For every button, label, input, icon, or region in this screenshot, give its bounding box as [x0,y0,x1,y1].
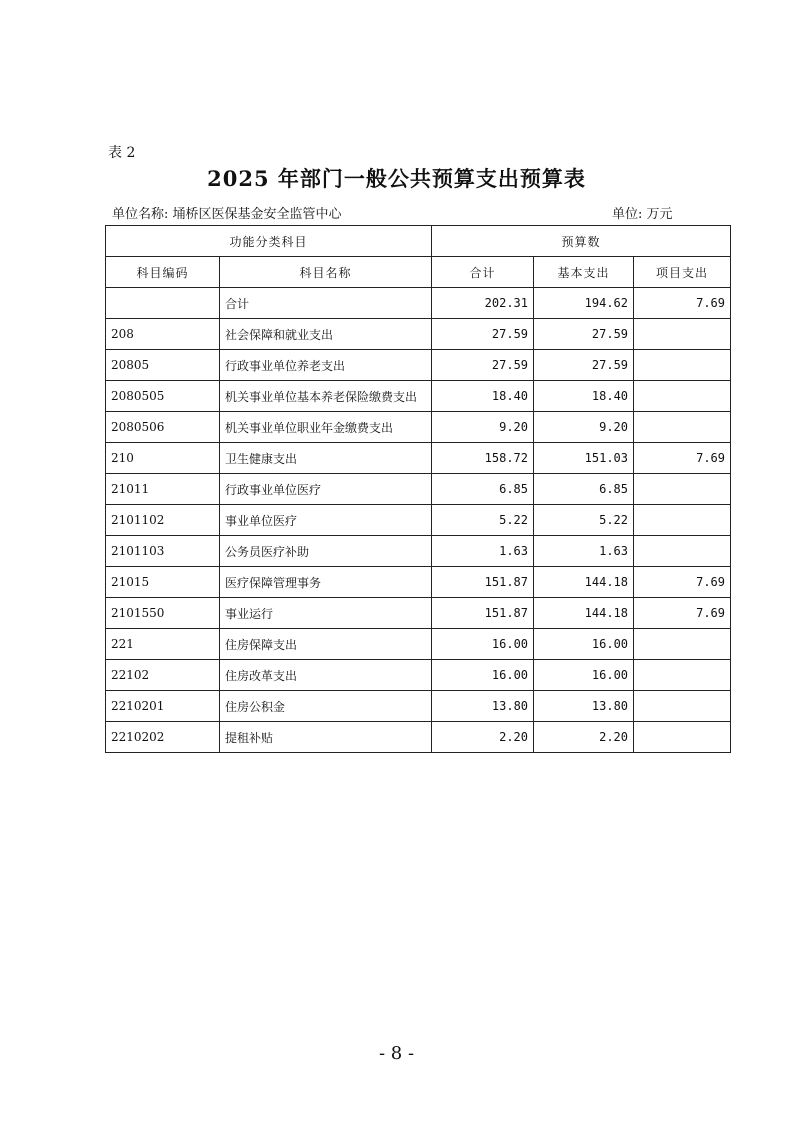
row-code: 2101550 [106,598,220,629]
row-total: 6.85 [432,474,534,505]
row-basic: 27.59 [534,350,634,381]
row-project: 7.69 [634,567,731,598]
row-basic: 144.18 [534,598,634,629]
row-name: 住房改革支出 [220,660,432,691]
header-project: 项目支出 [634,257,731,288]
table-row [106,691,731,722]
row-total: 151.87 [432,567,534,598]
row-project [634,722,731,753]
row-name: 行政事业单位医疗 [220,474,432,505]
row-total: 5.22 [432,505,534,536]
row-total: 151.87 [432,598,534,629]
row-code [106,288,220,319]
unit-label: 单位: 万元 [612,207,673,222]
table-row [106,660,731,691]
page-number: - 8 - [378,1043,415,1064]
row-project [634,660,731,691]
row-project [634,505,731,536]
row-total: 9.20 [432,412,534,443]
table-row [106,536,731,567]
row-code: 22102 [106,660,220,691]
row-project: 7.69 [634,288,731,319]
row-basic: 27.59 [534,319,634,350]
row-total: 18.40 [432,381,534,412]
header-budget-group: 预算数 [432,226,731,257]
table-row [106,350,731,381]
header-group-row [106,226,731,257]
table-row [106,412,731,443]
row-project: 7.69 [634,443,731,474]
row-name: 事业运行 [220,598,432,629]
row-project [634,629,731,660]
table-row [106,443,731,474]
row-basic: 13.80 [534,691,634,722]
row-project [634,381,731,412]
row-name: 医疗保障管理事务 [220,567,432,598]
table-label: 表 2 [108,145,136,161]
table-row [106,505,731,536]
row-name: 社会保障和就业支出 [220,319,432,350]
row-code: 221 [106,629,220,660]
row-total: 27.59 [432,350,534,381]
row-code: 2080505 [106,381,220,412]
row-code: 21015 [106,567,220,598]
row-basic: 194.62 [534,288,634,319]
header-func-group: 功能分类科目 [106,226,432,257]
row-name: 行政事业单位养老支出 [220,350,432,381]
page-title: 2025 年部门一般公共预算支出预算表 [207,166,586,191]
row-name: 机关事业单位基本养老保险缴费支出 [220,381,432,412]
row-code: 2101103 [106,536,220,567]
row-basic: 5.22 [534,505,634,536]
row-code: 20805 [106,350,220,381]
header-total: 合计 [432,257,534,288]
row-name: 公务员医疗补助 [220,536,432,567]
row-name: 合计 [220,288,432,319]
header-basic: 基本支出 [534,257,634,288]
row-basic: 1.63 [534,536,634,567]
row-total: 158.72 [432,443,534,474]
row-code: 21011 [106,474,220,505]
row-basic: 151.03 [534,443,634,474]
table-row [106,598,731,629]
row-project [634,536,731,567]
table-row [106,722,731,753]
row-total: 1.63 [432,536,534,567]
row-project [634,691,731,722]
row-basic: 144.18 [534,567,634,598]
header-column-row [106,257,731,288]
row-project [634,319,731,350]
row-project [634,474,731,505]
row-total: 27.59 [432,319,534,350]
unit-name: 单位名称: 埇桥区医保基金安全监管中心 [112,207,342,222]
row-project: 7.69 [634,598,731,629]
row-code: 2210202 [106,722,220,753]
row-total: 2.20 [432,722,534,753]
row-basic: 6.85 [534,474,634,505]
row-name: 事业单位医疗 [220,505,432,536]
row-code: 208 [106,319,220,350]
row-total: 202.31 [432,288,534,319]
row-code: 210 [106,443,220,474]
table-row [106,567,731,598]
row-name: 提租补贴 [220,722,432,753]
row-total: 16.00 [432,660,534,691]
header-name: 科目名称 [220,257,432,288]
row-basic: 9.20 [534,412,634,443]
row-name: 住房保障支出 [220,629,432,660]
row-name: 住房公积金 [220,691,432,722]
row-project [634,412,731,443]
row-code: 2210201 [106,691,220,722]
row-code: 2080506 [106,412,220,443]
row-basic: 16.00 [534,660,634,691]
table-row [106,629,731,660]
table-row [106,288,731,319]
header-code: 科目编码 [106,257,220,288]
row-code: 2101102 [106,505,220,536]
budget-table [105,225,731,753]
table-row [106,474,731,505]
row-name: 机关事业单位职业年金缴费支出 [220,412,432,443]
table-row [106,381,731,412]
row-basic: 18.40 [534,381,634,412]
row-total: 16.00 [432,629,534,660]
row-basic: 2.20 [534,722,634,753]
row-project [634,350,731,381]
table-row [106,319,731,350]
row-basic: 16.00 [534,629,634,660]
row-total: 13.80 [432,691,534,722]
row-name: 卫生健康支出 [220,443,432,474]
